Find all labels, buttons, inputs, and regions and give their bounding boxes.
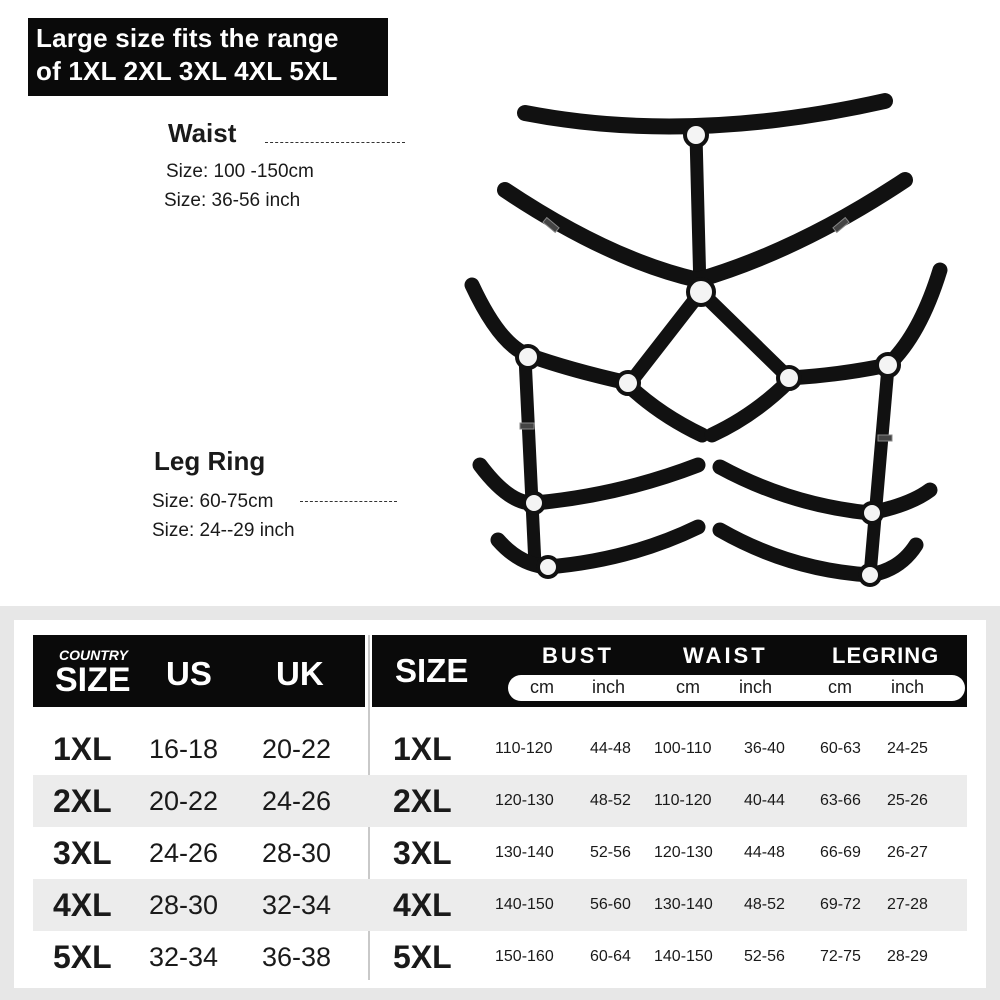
unit-bust-inch: inch xyxy=(592,677,626,697)
waist-size-inch: Size: 36-56 inch xyxy=(164,190,301,211)
row-size: 5XL xyxy=(53,939,112,975)
row-waist-cm: 110-120 xyxy=(654,792,712,809)
leg-ring-dash-line xyxy=(300,501,397,502)
o-ring-leg-right-lower xyxy=(860,565,880,585)
crotch-curve-right xyxy=(712,380,790,435)
leg-ring-left-upper xyxy=(480,465,698,503)
table-row xyxy=(33,827,967,879)
buckle-4 xyxy=(878,435,892,441)
row-leg-cm: 66-69 xyxy=(820,844,861,861)
row-leg-inch: 28-29 xyxy=(887,948,928,965)
leg-ring-size-cm: Size: 60-75cm xyxy=(152,491,274,512)
row-leg-cm: 72-75 xyxy=(820,948,861,965)
row-waist-inch: 52-56 xyxy=(744,948,785,965)
unit-waist-cm: cm xyxy=(676,677,700,697)
header-legring-label: LEGRING xyxy=(832,643,940,668)
row-leg-cm: 60-63 xyxy=(820,740,861,757)
row-leg-inch: 26-27 xyxy=(887,844,928,861)
o-ring-hip-left xyxy=(517,346,539,368)
row-waist-cm: 100-110 xyxy=(654,740,712,757)
harness-product-image xyxy=(440,85,980,605)
row-size-right: 4XL xyxy=(393,887,452,923)
row-uk: 28-30 xyxy=(262,838,332,868)
o-ring-center xyxy=(688,279,714,305)
row-leg-inch: 27-28 xyxy=(887,896,928,913)
unit-row xyxy=(508,675,965,701)
row-us: 24-26 xyxy=(149,838,219,868)
row-waist-inch: 36-40 xyxy=(744,740,785,757)
row-uk: 36-38 xyxy=(262,942,332,972)
row-bust-cm: 120-130 xyxy=(495,792,554,809)
size-range-banner xyxy=(28,18,388,96)
o-ring-top xyxy=(685,124,707,146)
unit-legring-cm: cm xyxy=(828,677,852,697)
waist-title: Waist xyxy=(168,118,237,148)
row-bust-inch: 56-60 xyxy=(590,896,631,913)
row-waist-cm: 120-130 xyxy=(654,844,713,861)
row-bust-inch: 60-64 xyxy=(590,948,631,965)
o-ring-leg-left-lower xyxy=(538,557,558,577)
row-size-right: 5XL xyxy=(393,939,452,975)
hip-band-left xyxy=(472,285,628,383)
row-bust-cm: 110-120 xyxy=(495,740,553,757)
row-us: 28-30 xyxy=(149,890,219,920)
row-size-right: 3XL xyxy=(393,835,452,871)
row-us: 20-22 xyxy=(149,786,219,816)
row-waist-cm: 130-140 xyxy=(654,896,713,913)
row-bust-inch: 48-52 xyxy=(590,792,631,809)
row-bust-cm: 130-140 xyxy=(495,844,554,861)
row-size-right: 1XL xyxy=(393,731,452,767)
banner-line-2: of 1XL 2XL 3XL 4XL 5XL xyxy=(36,56,338,86)
row-bust-inch: 52-56 xyxy=(590,844,631,861)
row-uk: 24-26 xyxy=(262,786,332,816)
center-strap xyxy=(696,135,700,290)
row-us: 32-34 xyxy=(149,942,219,972)
leg-ring-size-inch: Size: 24--29 inch xyxy=(152,520,295,541)
row-uk: 32-34 xyxy=(262,890,332,920)
table-row xyxy=(33,931,967,983)
leg-ring-right-lower xyxy=(720,530,916,575)
o-ring-leg-right-upper xyxy=(862,503,882,523)
buckle-3 xyxy=(520,423,534,429)
o-ring-x-right xyxy=(778,367,800,389)
row-bust-cm: 140-150 xyxy=(495,896,554,913)
crotch-curve-left xyxy=(628,385,702,435)
x-strap-right xyxy=(702,293,788,377)
row-size: 2XL xyxy=(53,783,112,819)
row-bust-inch: 44-48 xyxy=(590,740,631,757)
row-waist-inch: 40-44 xyxy=(744,792,785,809)
table-row xyxy=(33,879,967,931)
table-row xyxy=(33,775,967,827)
row-size-right: 2XL xyxy=(393,783,452,819)
waist-band-top xyxy=(525,101,885,126)
leg-ring-title: Leg Ring xyxy=(154,446,266,476)
row-waist-inch: 44-48 xyxy=(744,844,785,861)
o-ring-x-left xyxy=(617,372,639,394)
row-uk: 20-22 xyxy=(262,734,332,764)
row-waist-cm: 140-150 xyxy=(654,948,713,965)
table-row xyxy=(33,723,967,775)
waist-size-cm: Size: 100 -150cm xyxy=(166,161,314,182)
leg-strap-right xyxy=(870,367,888,575)
row-waist-inch: 48-52 xyxy=(744,896,785,913)
row-leg-inch: 25-26 xyxy=(887,792,928,809)
header-waist-label: WAIST xyxy=(683,643,768,668)
o-ring-hip-right xyxy=(877,354,899,376)
waist-dash-line xyxy=(265,142,405,143)
row-size: 4XL xyxy=(53,887,112,923)
header-size-label-right: SIZE xyxy=(395,652,469,689)
o-ring-leg-left-upper xyxy=(524,493,544,513)
header-size-label: SIZE xyxy=(55,661,131,699)
row-leg-inch: 24-25 xyxy=(887,740,928,757)
chart-header-right xyxy=(372,635,967,707)
leg-ring-right-upper xyxy=(720,467,930,513)
header-country-label: COUNTRY xyxy=(59,647,128,663)
unit-legring-inch: inch xyxy=(891,677,925,697)
header-uk-label: UK xyxy=(276,655,324,692)
row-leg-cm: 63-66 xyxy=(820,792,861,809)
chart-header-left xyxy=(33,635,365,707)
unit-bust-cm: cm xyxy=(530,677,554,697)
unit-waist-inch: inch xyxy=(739,677,773,697)
banner-line-1: Large size fits the range xyxy=(36,23,339,53)
leg-strap-left xyxy=(525,357,535,565)
header-bust-label: BUST xyxy=(542,643,614,668)
hip-band-right xyxy=(790,270,940,378)
x-strap-left xyxy=(630,293,700,383)
row-us: 16-18 xyxy=(149,734,219,764)
header-us-label: US xyxy=(166,655,212,692)
row-bust-cm: 150-160 xyxy=(495,948,554,965)
row-size: 1XL xyxy=(53,731,112,767)
row-size: 3XL xyxy=(53,835,112,871)
row-leg-cm: 69-72 xyxy=(820,896,861,913)
